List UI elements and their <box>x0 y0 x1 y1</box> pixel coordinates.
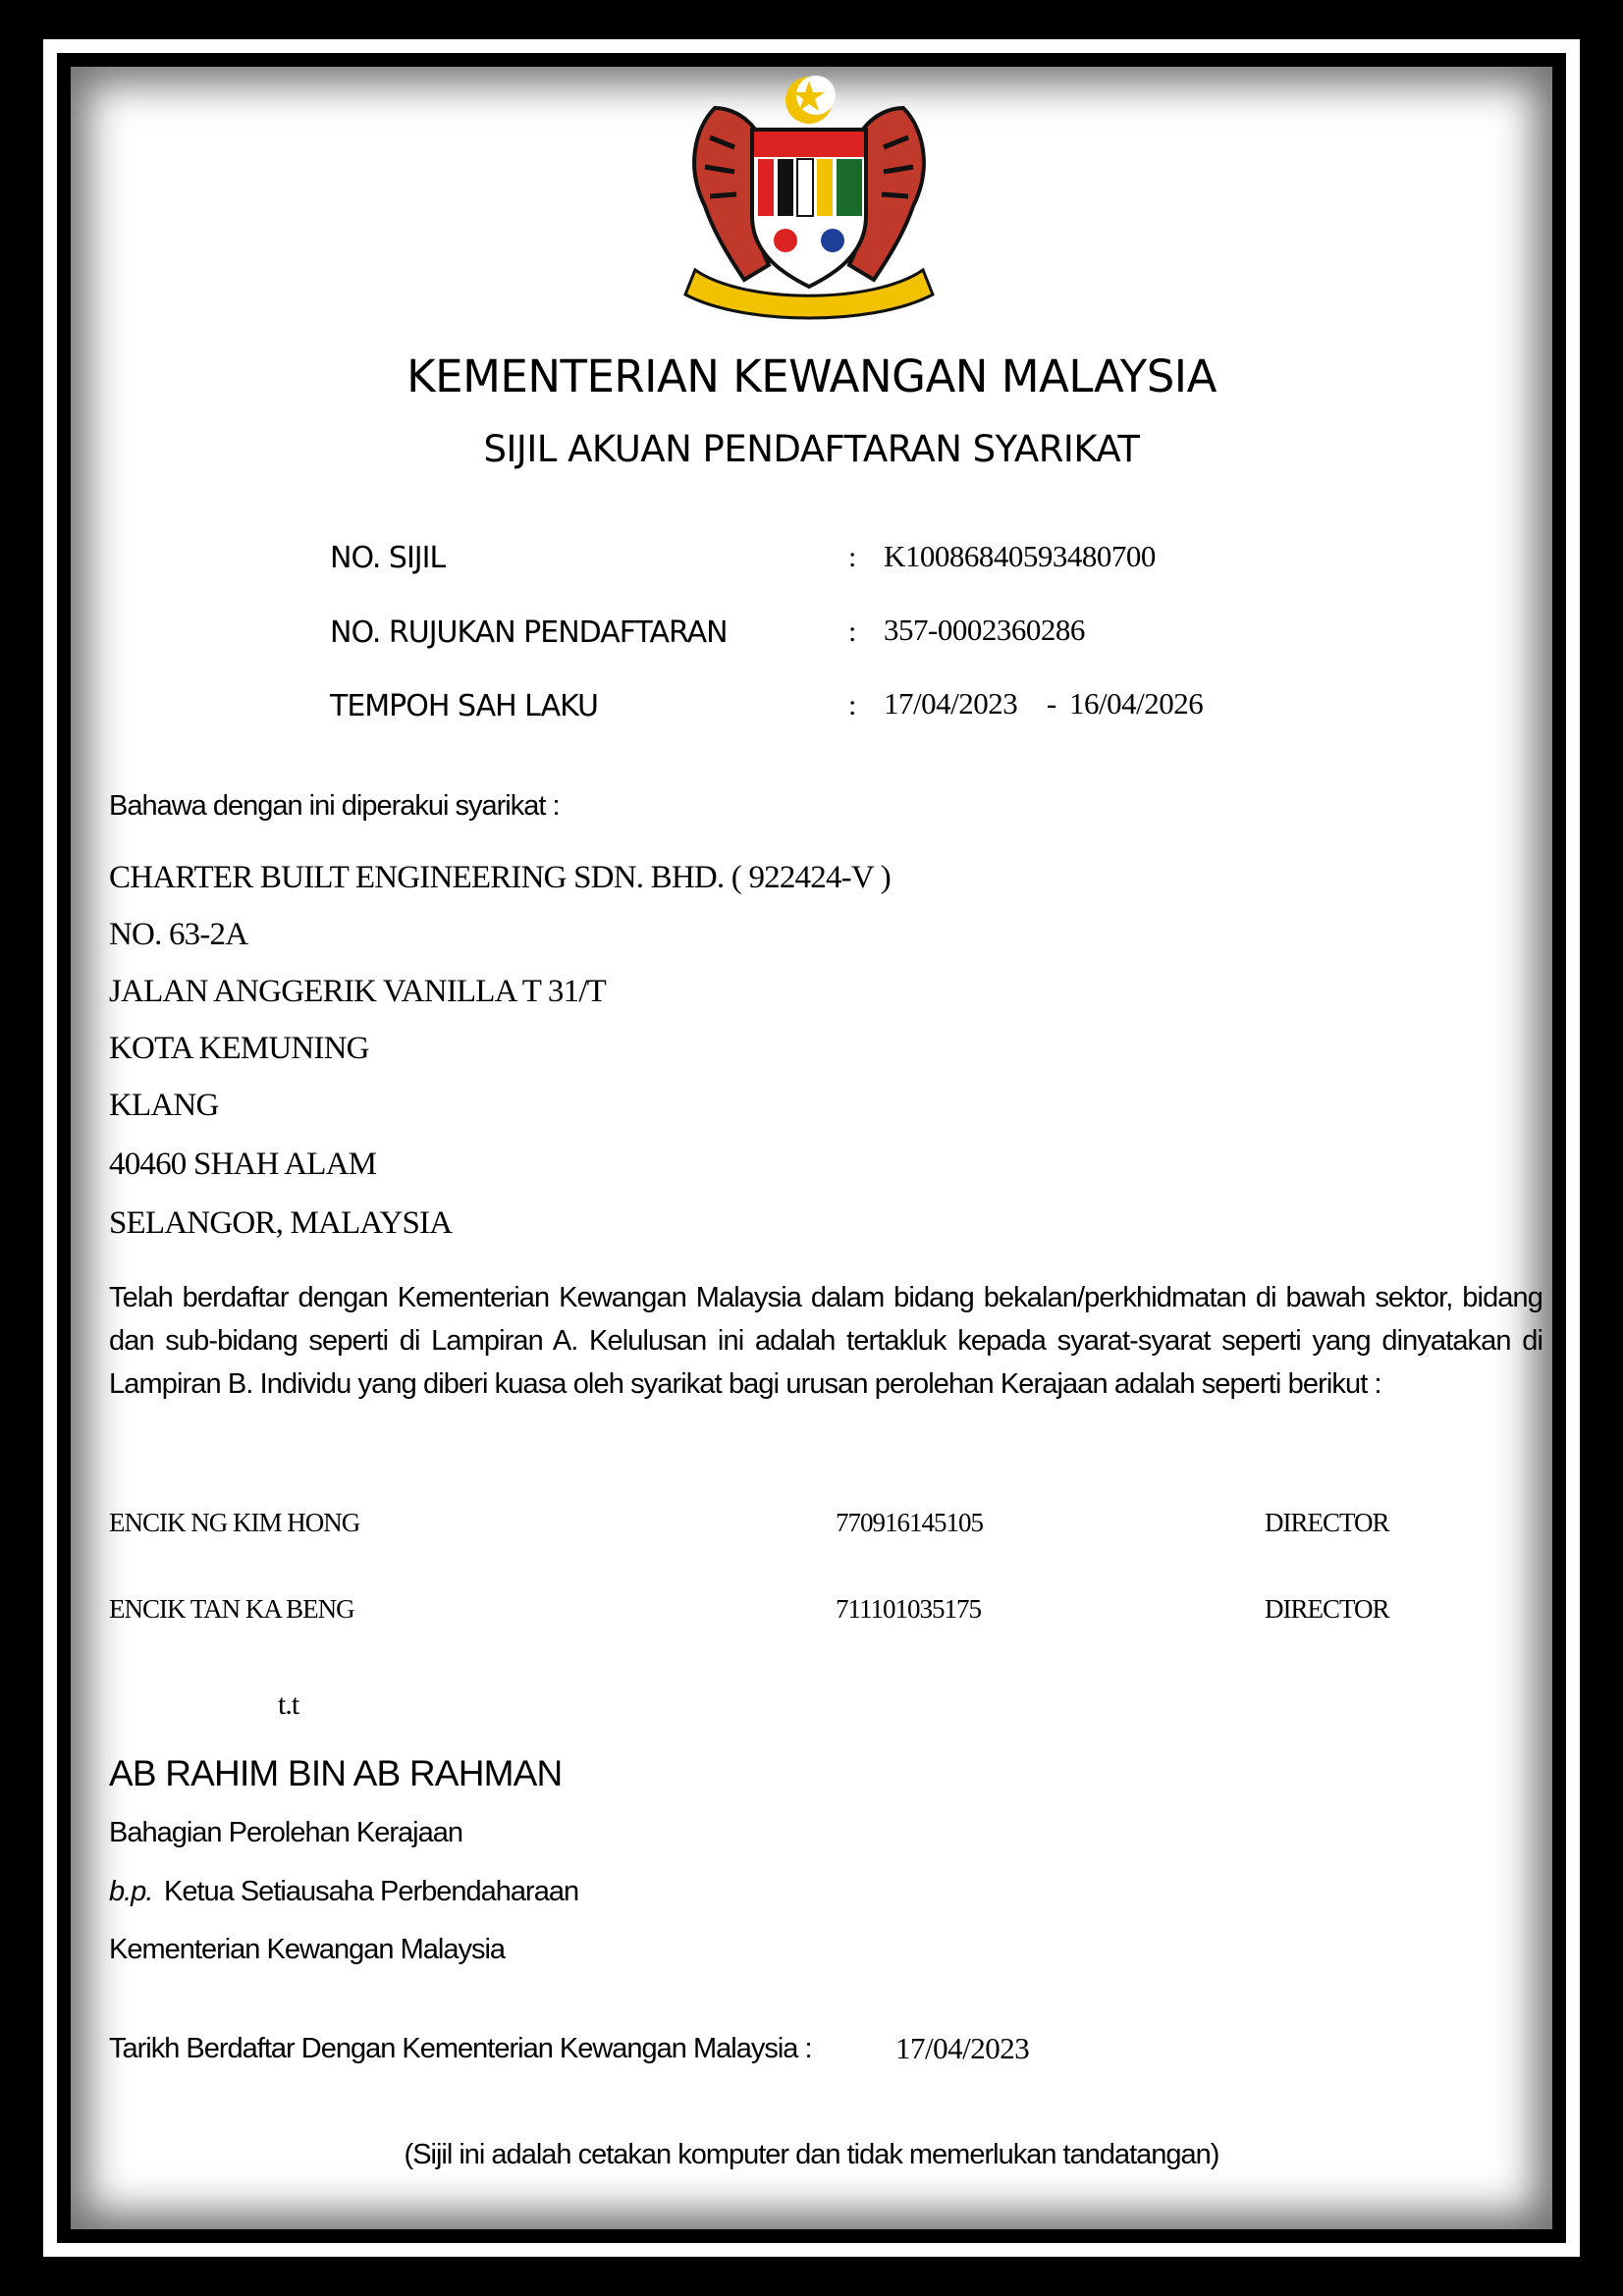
address-line: JALAN ANGGERIK VANILLA T 31/T <box>109 974 607 1009</box>
address-line: KLANG <box>109 1088 219 1123</box>
person-ic: 770916145105 <box>836 1508 983 1537</box>
certificate-number-colon: : <box>848 541 857 573</box>
registration-ref-label: NO. RUJUKAN PENDAFTARAN <box>330 615 728 650</box>
address-line: 40460 SHAH ALAM <box>109 1147 377 1182</box>
validity-end-date: 16/04/2026 <box>1069 686 1204 721</box>
bp-prefix: b.p. <box>109 1876 153 1907</box>
person-ic: 711101035175 <box>836 1594 981 1624</box>
registration-date-value: 17/04/2023 <box>895 2031 1030 2065</box>
person-name: ENCIK TAN KA BENG <box>109 1594 354 1624</box>
certificate-number-value: K10086840593480700 <box>884 539 1156 573</box>
person-role: DIRECTOR <box>1265 1508 1389 1537</box>
validity-start-date: 17/04/2023 <box>884 686 1018 721</box>
registration-ref-colon: : <box>848 615 857 648</box>
signatory-on-behalf: Ketua Setiausaha Perbendaharaan <box>164 1876 579 1907</box>
signatory-division: Bahagian Perolehan Kerajaan <box>109 1817 462 1848</box>
address-line: SELANGOR, MALAYSIA <box>109 1205 453 1241</box>
validity-period-label: TEMPOH SAH LAKU <box>330 689 598 723</box>
address-line: NO. 63-2A <box>109 917 248 952</box>
signatory-name: AB RAHIM BIN AB RAHMAN <box>109 1753 563 1793</box>
address-line: KOTA KEMUNING <box>109 1031 369 1066</box>
validity-dash: - <box>1047 686 1056 721</box>
certificate-title: SIJIL AKUAN PENDAFTARAN SYARIKAT <box>483 428 1140 470</box>
registration-date-label: Tarikh Berdaftar Dengan Kementerian Kewangan Malaysia : <box>109 2033 812 2064</box>
company-name: CHARTER BUILT ENGINEERING SDN. BHD. ( 922424-V ) <box>109 860 891 895</box>
tt-mark: t.t <box>278 1688 299 1721</box>
ministry-title: KEMENTERIAN KEWANGAN MALAYSIA <box>406 350 1217 402</box>
person-role: DIRECTOR <box>1265 1594 1389 1624</box>
registration-ref-value: 357-0002360286 <box>884 613 1085 647</box>
validity-period-colon: : <box>848 689 857 721</box>
person-name: ENCIK NG KIM HONG <box>109 1508 360 1537</box>
intro-line: Bahawa dengan ini diperakui syarikat : <box>109 790 560 822</box>
signatory-ministry: Kementerian Kewangan Malaysia <box>109 1934 506 1965</box>
coat-of-arms-icon <box>676 69 943 326</box>
footer-note: (Sijil ini adalah cetakan komputer dan tidak memerlukan tandatangan) <box>404 2139 1219 2170</box>
registration-statement: Telah berdaftar dengan Kementerian Kewangan Malaysia dalam bidang bekalan/perkhidmatan di bawah sektor, bidang dan sub-bidang seperti di Lampiran A. Kelulusan ini adalah tertakluk kepada syarat-syarat seperti yang dinyatakan di Lampiran B. Individu yang diberi kuasa oleh syarikat bagi urusan perolehan Kerajaan adalah seperti berikut : <box>109 1282 1542 1400</box>
certificate-number-label: NO. SIJIL <box>330 541 446 575</box>
